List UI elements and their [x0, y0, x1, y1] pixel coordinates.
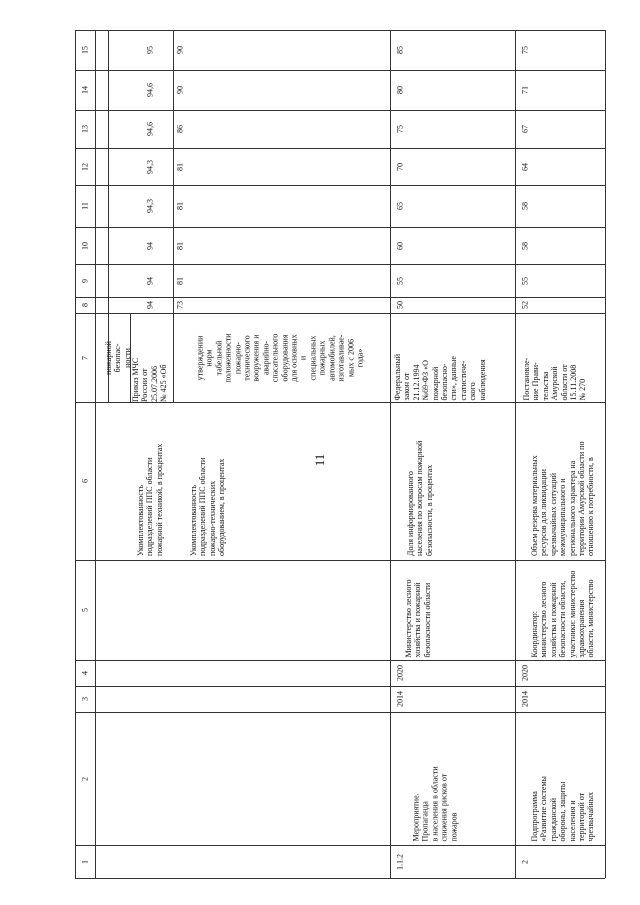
- column-number: 9: [80, 278, 90, 283]
- cell-col7: утверждении норм табельной положенности пожарно- технического вооружения и аварийно- спасательного оборудования для основных и специальных пожарных автомобилей, изготавливае- мых с 2006 года»: [195, 332, 365, 383]
- column-number: 12: [80, 162, 90, 171]
- column-number: 11: [80, 202, 90, 210]
- cell-value: 60: [395, 241, 405, 250]
- table-column-border: [75, 660, 605, 661]
- cell-col8: 52: [520, 301, 530, 309]
- cell-col5: Координатор: министерство лесного хозяйства и пожарной безопасности области, участники: министерство здравоохранения области, министерство: [530, 570, 596, 658]
- table-row-border: [75, 30, 76, 878]
- cell-col6: Объем резерва материальных ресурсов для ликвидации чрезвычайных ситуаций межмуниципального и регионального характера на территории Амурской области по отношению к потребности, в: [530, 441, 596, 556]
- cell-value: 75: [520, 46, 530, 54]
- cell-value: 94,3: [145, 199, 155, 213]
- table-column-border: [75, 712, 605, 713]
- cell-value: 58: [520, 202, 530, 210]
- cell-col2: Мероприятие. Пропаганда в населения в области снижения рисков от пожаров: [411, 765, 459, 841]
- cell-value: 70: [395, 162, 405, 171]
- cell-value: 95: [145, 46, 155, 54]
- cell-value: 71: [520, 86, 530, 94]
- cell-col7: пожарной безопас- ности: [103, 340, 132, 375]
- cell-col8: 73: [175, 301, 185, 309]
- column-number: 8: [80, 303, 90, 307]
- cell-col1: 2: [520, 859, 530, 864]
- column-number: 3: [80, 697, 90, 701]
- table-column-border: [75, 560, 605, 561]
- table-column-border: [75, 148, 605, 149]
- table-column-border: [75, 686, 605, 687]
- cell-value: 80: [395, 86, 405, 94]
- cell-col6: Доля информированного населения по вопросам пожарной безопасности, в процентах: [405, 440, 434, 556]
- column-number: 5: [80, 608, 90, 612]
- cell-col7: Приказ МЧС России от 25.07.2006 № 425 «Об: [131, 357, 169, 402]
- column-number: 14: [80, 86, 90, 94]
- cell-value: 94,3: [145, 159, 155, 174]
- cell-col5: Министерство лесного хозяйства и пожарной безопасности области: [403, 579, 432, 658]
- cell-value: 85: [395, 46, 405, 54]
- table-row-border: [390, 30, 391, 878]
- cell-value: 81: [175, 241, 185, 250]
- cell-col7: Федеральный закон от 21.12.1994 №69-ФЗ «О пожарной безопасно- сти», данные статистиче- ского наблюдения: [392, 353, 487, 400]
- column-number: 15: [80, 46, 90, 54]
- column-number: 4: [80, 671, 90, 675]
- table-row-border: [95, 30, 96, 878]
- subrow-border: [173, 30, 174, 402]
- cell-value: 90: [175, 46, 185, 54]
- cell-value: 90: [175, 86, 185, 94]
- cell-col6: Укомплектованность подразделений ППС области пожарной техникой, в процентах: [135, 443, 164, 556]
- column-number: 13: [80, 125, 90, 133]
- table-row-border: [605, 30, 606, 878]
- cell-value: 65: [395, 202, 405, 210]
- cell-col3: 2014: [395, 691, 405, 707]
- cell-col3: 2014: [520, 691, 530, 707]
- table-column-border: [75, 227, 605, 228]
- table-column-border: [75, 70, 605, 71]
- page-number: 11: [312, 453, 327, 467]
- cell-value: 58: [520, 241, 530, 250]
- cell-col1: 1.1.2: [395, 853, 405, 870]
- table-column-border: [75, 845, 605, 846]
- column-number: 10: [80, 241, 90, 250]
- cell-col4: 2020: [520, 665, 530, 681]
- column-number: 6: [80, 479, 90, 483]
- cell-value: 94,6: [145, 83, 155, 97]
- table-row-border: [515, 30, 516, 878]
- cell-value: 67: [520, 125, 530, 133]
- cell-value: 81: [175, 202, 185, 210]
- cell-value: 64: [520, 162, 530, 171]
- cell-value: 55: [520, 276, 530, 285]
- cell-col4: 2020: [395, 665, 405, 681]
- cell-value: 81: [175, 162, 185, 171]
- cell-value: 55: [395, 276, 405, 285]
- cell-col7: Постановле- ние Прави- тельства Амурской области от 15.11.2008 № 270: [522, 357, 588, 400]
- cell-value: 75: [395, 125, 405, 133]
- cell-value: 94: [145, 241, 155, 250]
- column-number: 2: [80, 776, 90, 781]
- table-column-border: [75, 110, 605, 111]
- cell-value: 94,6: [145, 122, 155, 136]
- cell-value: 94: [145, 276, 155, 285]
- column-number: 7: [80, 355, 90, 360]
- cell-col6: Укомплектованность подразделений ППС области пожарно-технических оборудованием, в процентах: [189, 457, 227, 556]
- table-column-border: [75, 30, 605, 31]
- cell-value: 81: [175, 276, 185, 285]
- column-number: 1: [80, 859, 90, 864]
- cell-col8: 94: [145, 301, 155, 309]
- cell-col2: Подпрограмма «Развитие системы гражданской обороны, защиты населения и территорий от чрезвычайных: [530, 775, 596, 841]
- table-column-border: [75, 185, 605, 186]
- cell-value: 86: [175, 125, 185, 133]
- cell-col8: 50: [395, 301, 405, 309]
- table-column-border: [75, 878, 605, 879]
